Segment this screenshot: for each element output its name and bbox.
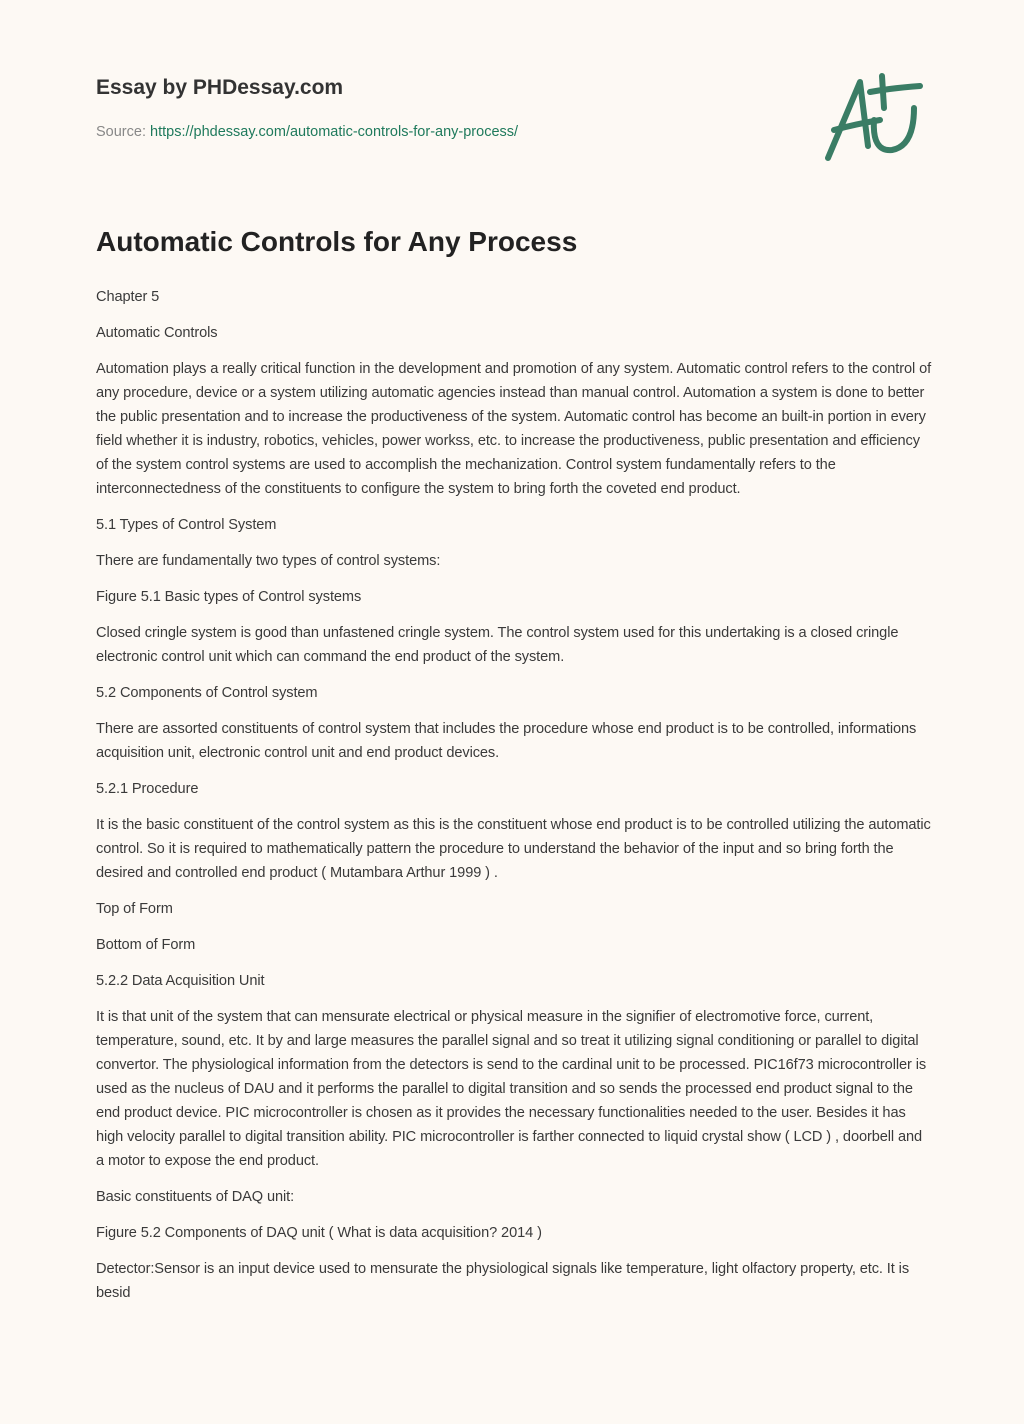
essay-paragraph: It is the basic constituent of the control system as this is the constituent whose end product is to be controlled utilizing the automatic control. So it is required to mathematically pattern the procedure to understand the behavior of the input and so bring forth the desired and controlled end product ( Mutambara Arthur 1999 ) . [96, 817, 931, 881]
essay-paragraph: Bottom of Form [96, 937, 196, 953]
essay-paragraph: Automatic Controls [96, 325, 218, 341]
essay-paragraph: Top of Form [96, 901, 173, 917]
essay-paragraph: Chapter 5 [96, 289, 160, 305]
source-line [96, 124, 518, 140]
essay-body [96, 285, 932, 1317]
essay-paragraph: Figure 5.1 Basic types of Control systems [96, 589, 362, 605]
essay-paragraph: Detector:Sensor is an input device used to mensurate the physiological signals like temperature, light olfactory property, etc. It is besid [96, 1261, 910, 1301]
essay-paragraph: Figure 5.2 Components of DAQ unit ( What is data acquisition? 2014 ) [96, 1225, 542, 1241]
essay-paragraph: It is that unit of the system that can mensurate electrical or physical measure in the signifier of electromotive force, current, temperature, sound, etc. It by and large measures the parallel signal and so treat it utilizing signal conditioning or parallel to digital convertor. The physiological information from the detectors is send to the cardinal unit to be processed. PIC16f73 microcontroller is used as the nucleus of DAU and it performs the parallel to digital transition and so sends the processed end product signal to the end product device. PIC microcontroller is chosen as it provides the necessary functionalities needed to the user. Besides it has high velocity parallel to digital transition ability. PIC microcontroller is farther connected to liquid crystal show ( LCD ) , doorbell and a motor to expose the end product. [96, 1009, 927, 1169]
essay-paragraph: Basic constituents of DAQ unit: [96, 1189, 295, 1205]
page-title: Automatic Controls for Any Process [96, 226, 578, 257]
essay-paragraph: 5.2.2 Data Acquisition Unit [96, 973, 265, 989]
essay-paragraph: 5.1 Types of Control System [96, 517, 277, 533]
essay-paragraph: Closed cringle system is good than unfastened cringle system. The control system used for this undertaking is a closed cringle electronic control unit which can command the end product of the system. [96, 625, 899, 665]
essay-paragraph: There are assorted constituents of control system that includes the procedure whose end product is to be controlled, informations acquisition unit, electronic control unit and end product devices. [96, 721, 917, 761]
essay-paragraph: 5.2 Components of Control system [96, 685, 318, 701]
a-plus-logo-icon [822, 68, 926, 164]
essay-paragraph: 5.2.1 Procedure [96, 781, 199, 797]
source-link[interactable]: https://phdessay.com/automatic-controls-for-any-process/ [150, 124, 519, 140]
site-brand: Essay by PHDessay.com [96, 76, 344, 99]
essay-paragraph: There are fundamentally two types of control systems: [96, 553, 441, 569]
essay-paragraph: Automation plays a really critical function in the development and promotion of any system. Automatic control refers to the control of any procedure, device or a system utilizing automatic agencies instead than manual control. Automation a system is done to better the public presentation and to increase the productiveness of the system. Automatic control has become an built-in portion in every field whether it is industry, robotics, vehicles, power workss, etc. to increase the productiveness, public presentation and efficiency of the system control systems are used to accomplish the mechanization. Control system fundamentally refers to the interconnectedness of the constituents to configure the system to bring forth the coveted end product. [96, 361, 932, 497]
source-label: Source: [96, 124, 146, 140]
